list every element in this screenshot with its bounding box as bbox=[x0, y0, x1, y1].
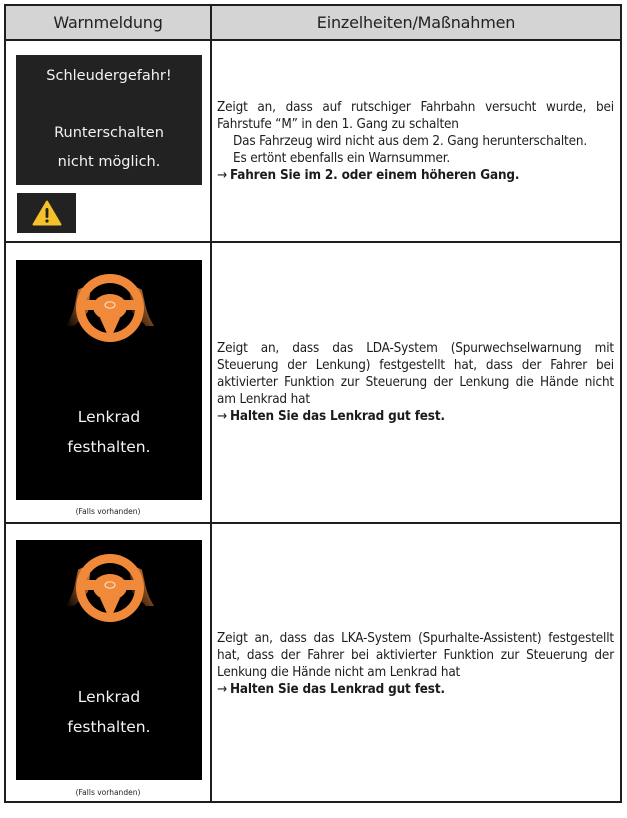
warning-display-cell bbox=[6, 524, 210, 803]
display-screen-skid bbox=[16, 55, 202, 185]
steering-wheel-hands-icon bbox=[60, 268, 160, 348]
display-line: festhalten. bbox=[67, 438, 151, 456]
table-row bbox=[6, 524, 620, 803]
display-line: Lenkrad bbox=[77, 408, 141, 426]
display-screen-steering bbox=[16, 260, 202, 500]
details-text bbox=[212, 99, 620, 184]
details-intro: Zeigt an, dass das LKA-System (Spurhalte-Assistent) festgestellt hat, dass der Fahrer bei aktivierter Funktion zur Steuerung der Lenkung die Hände nicht am Lenkrad hat bbox=[217, 630, 614, 680]
warning-display-cell bbox=[6, 41, 210, 241]
details-action: Fahren Sie im 2. oder einem höheren Gang. bbox=[229, 167, 520, 183]
details-cell bbox=[212, 41, 620, 241]
details-action: Halten Sie das Lenkrad gut fest. bbox=[229, 409, 445, 424]
details-intro: Zeigt an, dass das LDA-System (Spurwechselwarnung mit Steuerung der Lenkung) festgestellt hat, dass der Fahrer bei aktivierter Funktion zur Steuerung der Lenkung die Hände nicht am Lenkrad hat bbox=[217, 341, 614, 407]
warning-display-cell bbox=[6, 243, 210, 522]
warning-messages-table bbox=[4, 4, 622, 803]
details-cell bbox=[212, 243, 620, 522]
display-line: Schleudergefahr! bbox=[46, 68, 172, 84]
details-action: Halten Sie das Lenkrad gut fest. bbox=[229, 681, 445, 697]
header-details: Einzelheiten/Maßnahmen bbox=[316, 13, 516, 32]
steering-wheel-hands-icon bbox=[60, 548, 160, 628]
display-line: festhalten. bbox=[67, 718, 151, 736]
display-screen-steering bbox=[16, 540, 202, 780]
details-cell bbox=[212, 524, 620, 803]
arrow-icon: → bbox=[217, 167, 227, 183]
table-row bbox=[6, 41, 620, 241]
display-line: Lenkrad bbox=[77, 688, 141, 706]
display-line: Runterschalten bbox=[54, 125, 164, 141]
details-text bbox=[212, 630, 620, 698]
table-header bbox=[6, 6, 620, 41]
display-line: nicht möglich. bbox=[57, 154, 161, 170]
availability-caption: (Falls vorhanden) bbox=[75, 788, 141, 797]
details-text bbox=[212, 340, 620, 425]
availability-caption: (Falls vorhanden) bbox=[75, 507, 141, 516]
header-warnmeldung: Warnmeldung bbox=[53, 13, 163, 32]
table-row bbox=[6, 243, 620, 522]
details-note: Das Fahrzeug wird nicht aus dem 2. Gang herunterschalten. bbox=[233, 133, 588, 149]
arrow-icon: → bbox=[217, 681, 227, 697]
warning-triangle-icon bbox=[17, 193, 76, 233]
details-intro: Zeigt an, dass auf rutschiger Fahrbahn versucht wurde, bei Fahrstufe “M” in den 1. Gang zu schalten bbox=[217, 99, 614, 132]
details-note: Es ertönt ebenfalls ein Warnsummer. bbox=[233, 150, 450, 166]
arrow-icon: → bbox=[217, 409, 227, 424]
